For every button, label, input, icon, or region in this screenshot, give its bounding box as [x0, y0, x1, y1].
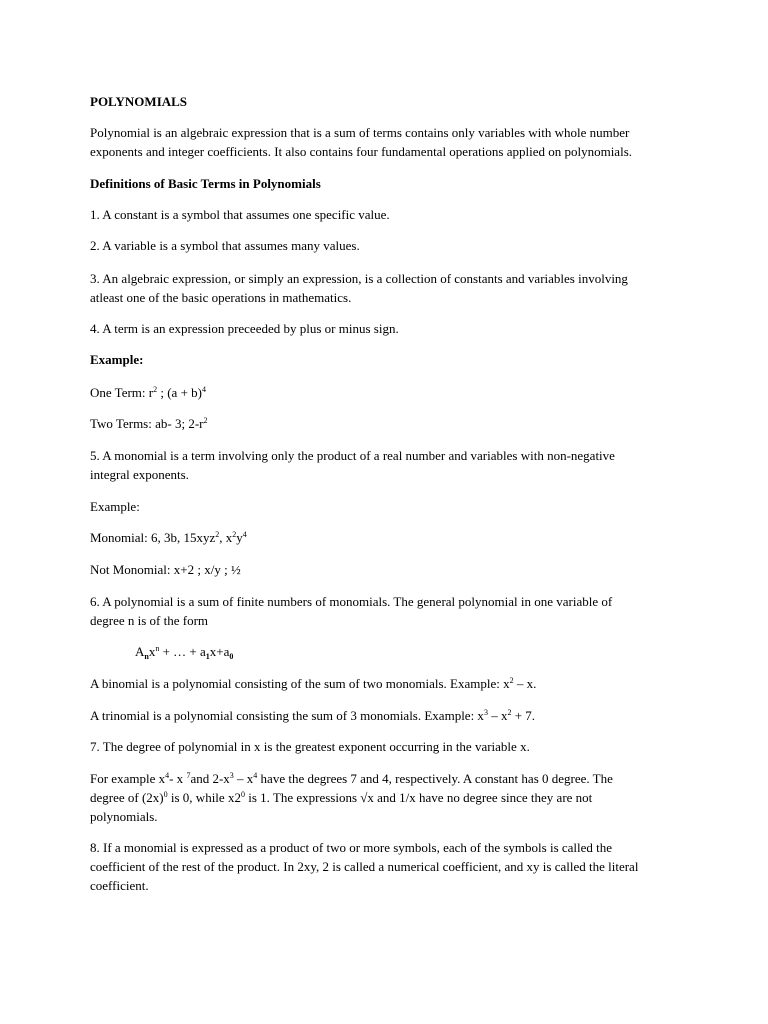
not-monomial-line: Not Monomial: x+2 ; x/y ; ½: [90, 562, 241, 577]
definition-3-line-1: 3. An algebraic expression, or simply an expression, is a collection of constants and variables involving: [90, 271, 628, 286]
monomial-text: Monomial: 6, 3b, 15xyz: [90, 530, 216, 545]
form-x-plus-a: x+a: [209, 644, 230, 659]
degree-example-line-1: [90, 771, 613, 787]
trinomial-end: + 7.: [511, 708, 536, 723]
degree-p3: and 2-x: [190, 771, 230, 786]
degree-p1: For example x: [90, 771, 166, 786]
form-sub-1: 1: [205, 652, 210, 661]
degree-exp-1: 4: [165, 771, 170, 780]
example-heading: Example:: [90, 352, 144, 367]
example-label: Example:: [90, 499, 140, 514]
form-sub-n: n: [144, 652, 149, 661]
degree-exp-4: 4: [253, 771, 258, 780]
form-sub-0: 0: [229, 652, 234, 661]
degree-p4: – x: [233, 771, 254, 786]
trinomial-text: A trinomial is a polynomial consisting the sum of 3 monomials. Example: x: [90, 708, 484, 723]
general-polynomial-form: [135, 644, 233, 660]
definition-5-line-2: integral exponents.: [90, 467, 189, 482]
one-term-line: [90, 385, 206, 401]
definitions-heading: Definitions of Basic Terms in Polynomials: [90, 176, 321, 191]
trinomial-line: [90, 708, 535, 724]
trinomial-exponent-2: 2: [507, 708, 512, 717]
degree-line2a: degree of (2x): [90, 790, 164, 805]
definition-8-line-3: coefficient.: [90, 878, 149, 893]
degree-example-line-3: polynomials.: [90, 809, 158, 824]
degree-example-line-2: [90, 790, 592, 806]
monomial-exponent-1: 2: [215, 530, 220, 539]
one-term-label: One Term: r: [90, 385, 154, 400]
definition-6-line-2: degree n is of the form: [90, 613, 209, 628]
definition-6-line-1: 6. A polynomial is a sum of finite numbers of monomials. The general polynomial in one variable of: [90, 594, 613, 609]
degree-line2c: is 1. The expressions √x and 1/x have no degree since they are not: [244, 790, 593, 805]
definition-1: 1. A constant is a symbol that assumes one specific value.: [90, 207, 390, 222]
intro-line-1: Polynomial is an algebraic expression that is a sum of terms contains only variables with whole number: [90, 125, 630, 140]
binomial-line: [90, 676, 536, 692]
definition-5-line-1: 5. A monomial is a term involving only the product of a real number and variables with non-negative: [90, 448, 615, 463]
degree-line2b: is 0, while x2: [167, 790, 241, 805]
definition-3-line-2: atleast one of the basic operations in mathematics.: [90, 290, 352, 305]
degree-p2: - x: [169, 771, 187, 786]
degree-exp-2: 7: [186, 771, 191, 780]
binomial-end: – x.: [513, 676, 537, 691]
one-term-exponent-2: 4: [201, 385, 206, 394]
degree-exp-5: 0: [163, 790, 168, 799]
monomial-mid: , x: [219, 530, 233, 545]
form-a: A: [135, 644, 145, 659]
form-rest: + … + a: [159, 644, 206, 659]
binomial-exponent: 2: [509, 676, 514, 685]
definition-7: 7. The degree of polynomial in x is the greatest exponent occurring in the variable x.: [90, 739, 530, 754]
degree-exp-6: 0: [240, 790, 245, 799]
monomial-exponent-2: 2: [232, 530, 237, 539]
two-terms-exponent: 2: [203, 416, 208, 425]
monomial-line: [90, 530, 247, 546]
degree-exp-3: 3: [229, 771, 234, 780]
monomial-y: y: [236, 530, 243, 545]
one-term-exponent-1: 2: [153, 385, 158, 394]
two-terms-line: [90, 416, 207, 432]
definition-2: 2. A variable is a symbol that assumes many values.: [90, 238, 360, 253]
definition-8-line-1: 8. If a monomial is expressed as a product of two or more symbols, each of the symbols is called the: [90, 840, 613, 855]
form-sup-n: n: [155, 644, 160, 653]
monomial-exponent-3: 4: [242, 530, 247, 539]
two-terms-label: Two Terms: ab- 3; 2-r: [90, 416, 204, 431]
form-x: x: [148, 644, 156, 659]
definition-8-line-2: coefficient of the rest of the product. In 2xy, 2 is called a numerical coefficient, and xy is called the literal: [90, 859, 639, 874]
trinomial-exponent-1: 3: [483, 708, 488, 717]
doc-title: POLYNOMIALS: [90, 94, 188, 109]
binomial-text: A binomial is a polynomial consisting of the sum of two monomials. Example: x: [90, 676, 510, 691]
intro-line-2: exponents and integer coefficients. It also contains four fundamental operations applied on polynomials.: [90, 144, 633, 159]
degree-p5: have the degrees 7 and 4, respectively. A constant has 0 degree. The: [257, 771, 613, 786]
definition-4: 4. A term is an expression preceeded by plus or minus sign.: [90, 321, 399, 336]
trinomial-mid: – x: [487, 708, 508, 723]
one-term-mid: ; (a + b): [157, 385, 202, 400]
